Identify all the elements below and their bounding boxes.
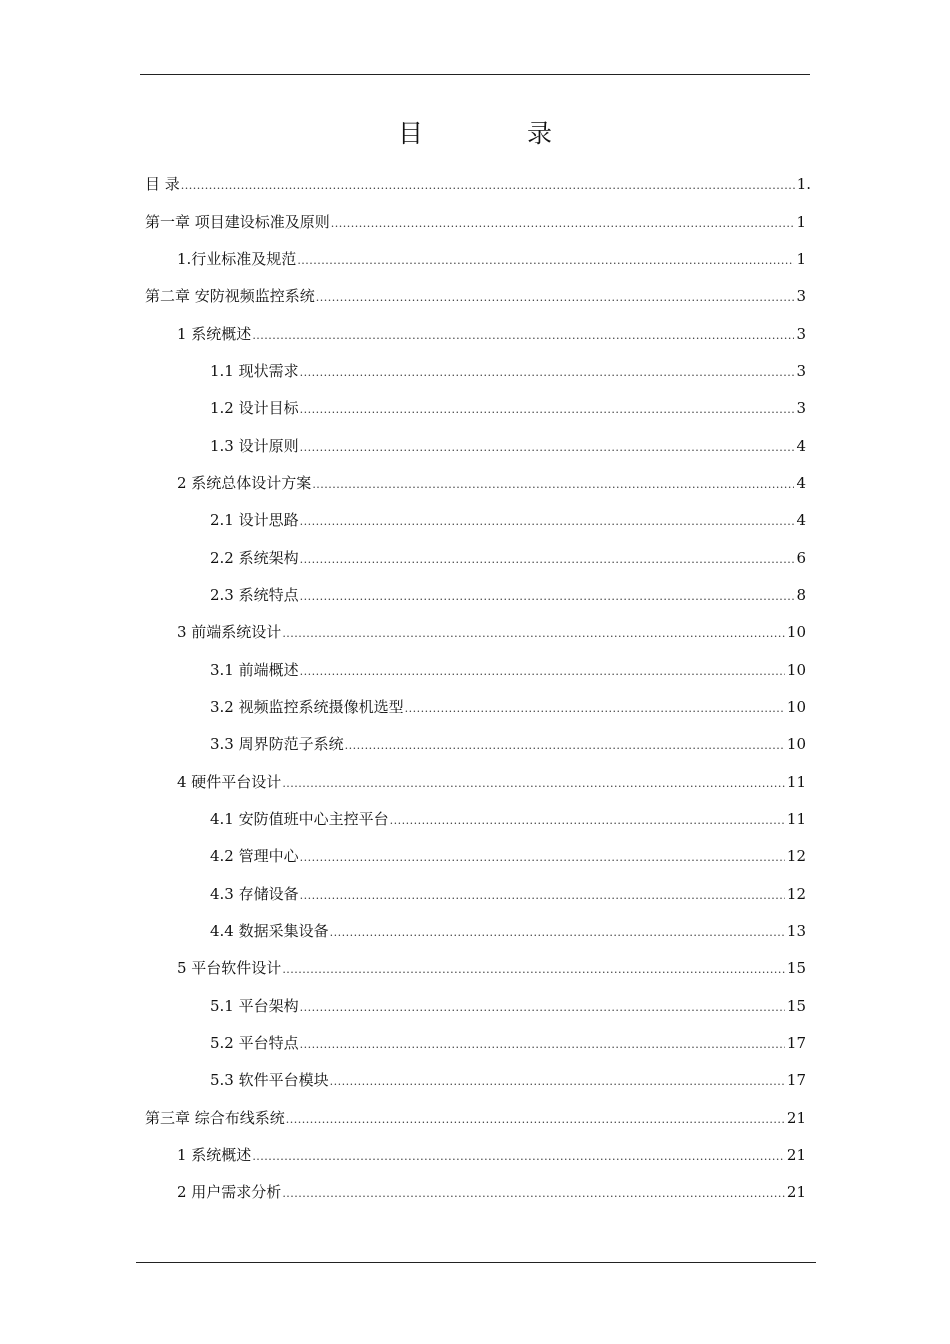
toc-leader-dots bbox=[405, 690, 785, 726]
toc-entry-text: 第二章 安防视频监控系统 bbox=[145, 287, 315, 305]
toc-entry[interactable] bbox=[210, 1025, 806, 1062]
toc-entry-page: 15 bbox=[786, 959, 806, 977]
toc-entry-text: 2 系统总体设计方案 bbox=[177, 474, 312, 492]
toc-entry-page: 3 bbox=[796, 325, 806, 343]
toc-entry-text: 目 录 bbox=[145, 175, 180, 193]
toc-leader-dots bbox=[300, 653, 785, 689]
toc-entry-page: 4 bbox=[796, 437, 806, 455]
toc-entry[interactable] bbox=[177, 465, 806, 502]
toc-entry-page: 10 bbox=[786, 735, 806, 753]
toc-entry-page: 12 bbox=[786, 885, 806, 903]
toc-entry-text: 3 前端系统设计 bbox=[177, 623, 282, 641]
toc-leader-dots bbox=[300, 839, 785, 875]
toc-entry[interactable] bbox=[145, 166, 811, 203]
toc-leader-dots bbox=[300, 1026, 785, 1062]
toc-entry[interactable] bbox=[210, 801, 806, 838]
toc-entry-text: 1.1 现状需求 bbox=[210, 362, 299, 380]
toc-entry[interactable] bbox=[210, 577, 806, 614]
toc-entry[interactable] bbox=[210, 502, 806, 539]
toc-entry-text: 4.2 管理中心 bbox=[210, 847, 299, 865]
toc-leader-dots bbox=[282, 765, 785, 801]
toc-entry-text: 第一章 项目建设标准及原则 bbox=[145, 213, 330, 231]
toc-entry-text: 2.1 设计思路 bbox=[210, 511, 299, 529]
toc-entry[interactable] bbox=[210, 838, 806, 875]
toc-entry[interactable] bbox=[177, 950, 806, 987]
toc-entry-page: 1. bbox=[796, 175, 811, 193]
toc-entry-page: 3 bbox=[796, 362, 806, 380]
toc-entry-page: 21 bbox=[786, 1146, 806, 1164]
toc-entry-text: 2.2 系统架构 bbox=[210, 549, 299, 567]
toc-entry-page: 10 bbox=[786, 623, 806, 641]
toc-entry[interactable] bbox=[210, 1062, 806, 1099]
toc-leader-dots bbox=[252, 317, 794, 353]
toc-leader-dots bbox=[282, 1175, 785, 1211]
toc-leader-dots bbox=[300, 541, 795, 577]
toc-entry-page: 10 bbox=[786, 661, 806, 679]
toc-leader-dots bbox=[297, 242, 794, 278]
toc-entry-page: 21 bbox=[786, 1183, 806, 1201]
toc-entry[interactable] bbox=[210, 353, 806, 390]
toc-entry[interactable] bbox=[210, 913, 806, 950]
toc-entry-page: 3 bbox=[796, 287, 806, 305]
toc-leader-dots bbox=[282, 951, 785, 987]
toc-entry-text: 5.1 平台架构 bbox=[210, 997, 299, 1015]
toc-entry-text: 1 系统概述 bbox=[177, 1146, 252, 1164]
toc-entry-page: 21 bbox=[786, 1109, 806, 1127]
toc-entry-page: 17 bbox=[786, 1034, 806, 1052]
toc-entry[interactable] bbox=[145, 204, 806, 241]
toc-leader-dots bbox=[330, 914, 785, 950]
toc-entry-text: 4 硬件平台设计 bbox=[177, 773, 282, 791]
toc-entry-page: 1 bbox=[796, 250, 806, 268]
toc-entry-page: 4 bbox=[796, 474, 806, 492]
toc-leader-dots bbox=[345, 727, 785, 763]
toc-entry-page: 13 bbox=[786, 922, 806, 940]
toc-leader-dots bbox=[312, 466, 794, 502]
toc-entry-text: 第三章 综合布线系统 bbox=[145, 1109, 285, 1127]
toc-entry-text: 2 用户需求分析 bbox=[177, 1183, 282, 1201]
toc-entry-page: 11 bbox=[786, 810, 806, 828]
toc-leader-dots bbox=[252, 1138, 785, 1174]
toc-leader-dots bbox=[300, 877, 785, 913]
toc-entry-page: 4 bbox=[796, 511, 806, 529]
toc-leader-dots bbox=[390, 802, 785, 838]
header-rule bbox=[140, 74, 810, 75]
toc-entry[interactable] bbox=[177, 1137, 806, 1174]
toc-entry-page: 1 bbox=[796, 213, 806, 231]
toc-leader-dots bbox=[300, 391, 795, 427]
toc-entry[interactable] bbox=[177, 1174, 806, 1211]
toc-entry-text: 1.行业标准及规范 bbox=[177, 250, 297, 268]
toc-leader-dots bbox=[181, 167, 795, 203]
toc-entry-page: 12 bbox=[786, 847, 806, 865]
toc-entry-page: 11 bbox=[786, 773, 806, 791]
toc-leader-dots bbox=[330, 1063, 785, 1099]
toc-entry[interactable] bbox=[210, 876, 806, 913]
toc-leader-dots bbox=[300, 354, 795, 390]
toc-title: 目 录 bbox=[398, 119, 600, 148]
toc-leader-dots bbox=[331, 205, 795, 241]
toc-leader-dots bbox=[286, 1101, 785, 1137]
toc-entry-text: 1.3 设计原则 bbox=[210, 437, 299, 455]
toc-entry[interactable] bbox=[177, 764, 806, 801]
toc-entry-page: 17 bbox=[786, 1071, 806, 1089]
toc-entry[interactable] bbox=[210, 988, 806, 1025]
toc-entry-text: 3.3 周界防范子系统 bbox=[210, 735, 344, 753]
toc-entry[interactable] bbox=[145, 1100, 806, 1137]
toc-entry[interactable] bbox=[210, 689, 806, 726]
footer-rule bbox=[136, 1262, 816, 1263]
toc-entry[interactable] bbox=[145, 278, 806, 315]
toc-entry-text: 3.2 视频监控系统摄像机选型 bbox=[210, 698, 404, 716]
toc-entry-text: 5 平台软件设计 bbox=[177, 959, 282, 977]
toc-entry-text: 4.1 安防值班中心主控平台 bbox=[210, 810, 389, 828]
toc-entry[interactable] bbox=[210, 652, 806, 689]
toc-entry[interactable] bbox=[177, 316, 806, 353]
toc-entry-text: 3.1 前端概述 bbox=[210, 661, 299, 679]
toc-entry-text: 5.3 软件平台模块 bbox=[210, 1071, 329, 1089]
toc-entry[interactable] bbox=[210, 540, 806, 577]
toc-leader-dots bbox=[300, 503, 795, 539]
toc-entry-text: 4.3 存储设备 bbox=[210, 885, 299, 903]
toc-entry-text: 1 系统概述 bbox=[177, 325, 252, 343]
toc-entry[interactable] bbox=[210, 726, 806, 763]
toc-entry[interactable] bbox=[210, 428, 806, 465]
toc-leader-dots bbox=[316, 279, 795, 315]
toc-leader-dots bbox=[300, 578, 795, 614]
toc-entry-text: 4.4 数据采集设备 bbox=[210, 922, 329, 940]
toc-entry-page: 10 bbox=[786, 698, 806, 716]
toc-entry-page: 15 bbox=[786, 997, 806, 1015]
toc-entry-page: 6 bbox=[796, 549, 806, 567]
toc-leader-dots bbox=[300, 429, 795, 465]
toc-leader-dots bbox=[282, 615, 785, 651]
toc-entry[interactable] bbox=[177, 241, 806, 278]
toc-entry[interactable] bbox=[177, 614, 806, 651]
toc-entry-page: 3 bbox=[796, 399, 806, 417]
toc-entry-text: 2.3 系统特点 bbox=[210, 586, 299, 604]
toc-entry-text: 5.2 平台特点 bbox=[210, 1034, 299, 1052]
toc-leader-dots bbox=[300, 989, 785, 1025]
toc-entry-text: 1.2 设计目标 bbox=[210, 399, 299, 417]
toc-entry-page: 8 bbox=[796, 586, 806, 604]
toc-entry[interactable] bbox=[210, 390, 806, 427]
